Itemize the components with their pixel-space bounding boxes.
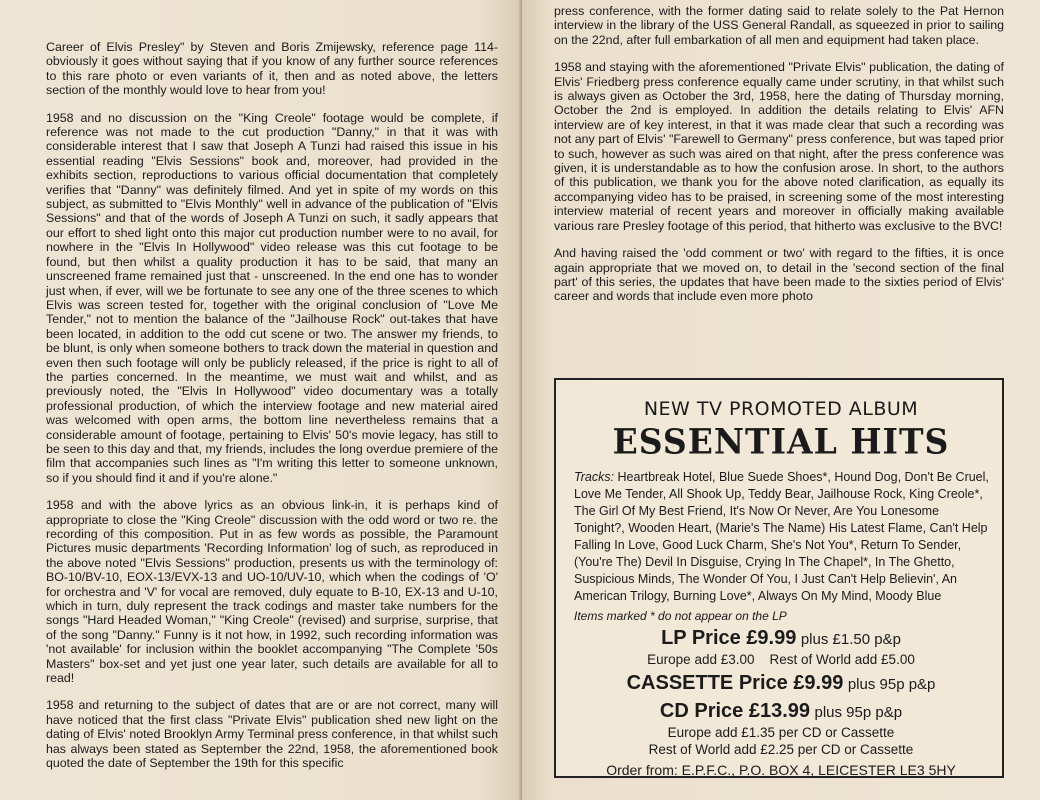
lp-price-line (572, 627, 990, 651)
lp-price: LP Price £9.99 (661, 627, 797, 649)
cassette-postage: plus 95p p&p (847, 676, 936, 693)
article-paragraph: Career of Elvis Presley" by Steven and Boris Zmijewsky, reference page 114- obviously it goes without saying that if you know of any further source references to this rare photo or even variants of it, then and as noted above, the letters section of the monthly would love to hear from you! (46, 40, 498, 98)
article-paragraph: 1958 and returning to the subject of dates that are or are not correct, many will have noticed that the first class "Private Elvis" publication shed new light on the dating of Elvis' noted Brooklyn Army Terminal press conference, in that whilst such has always been stated as September the 22nd, 1958, the aforementioned book quoted the date of September the 19th for this specific (46, 698, 498, 771)
tracks-label: Tracks: (574, 470, 615, 484)
track-list (574, 469, 990, 605)
article-paragraph: 1958 and with the above lyrics as an obvious link-in, it is perhaps kind of appropriate to close the "King Creole" discussion with the odd word or two re. the recording of this composition. Put in as few words as possible, the Paramount Pictures music departments 'Recording Information' log of such, as reproduced in the above noted "Elvis Sessions" production, presents us with the terminology of: BO-10/BV-10, EOX-13/EVX-13 and UO-10/UV-10, which when the codings of 'O' for orchestra and 'V' for vocal are removed, duly equate to B-10, EX-13 and U-10, which in turn, duly represent the track codings and master take numbers for the songs "Hard Headed Woman," "King Creole" (revised) and surprise, surprise, that of the song "Danny." Funny is it not how, in 1992, such recording information was 'not available' for inclusion within the booklet accompanying "The Complete '50s Masters" box-set and yet just one year later, such details are available for all to read! (46, 498, 498, 686)
lp-note: Items marked * do not appear on the LP (574, 609, 787, 623)
right-page (522, 0, 1040, 800)
lp-extra-postage: Europe add £3.00 Rest of World add £5.00 (647, 652, 915, 667)
order-address: Order from: E.P.F.C., P.O. BOX 4, LEICESTER LE3 5HY (606, 762, 956, 778)
article-paragraph: press conference, with the former dating said to relate solely to the Pat Hernon interview in the library of the USS General Randall, as squeezed in prior to sailing on the 22nd, after full embarkation of all men and equipment had taken place. (554, 4, 1004, 47)
cd-extra-europe: Europe add £1.35 per CD or Cassette (667, 725, 895, 740)
cd-postage: plus 95p p&p (814, 704, 903, 721)
article-paragraph: 1958 and staying with the aforementioned "Private Elvis" publication, the dating of Elvis' Friedberg press conference equally came under scrutiny, in that whilst such is always given as October the 3rd, 1958, here the dating of Thursday morning, October the 2nd is employed. In addition the details relating to Elvis' AFN interview are of key interest, in that it was made clear that such a recording was not any part of Elvis' "Farewell to Germany" press conference, but was taped prior to such, however as such was aired on that night, after the press conference was given, it is understandable as to how the confusion arose. In short, to the authors of this publication, we thank you for the above noted clarification, as equally its accompanying video has to be praised, in screening some of the most interesting interview material of recent years and moreover in officially making available various rare Presley footage of this period, that hitherto was exclusive to the BVC! (554, 60, 1004, 233)
advert-headline: ESSENTIAL HITS (612, 421, 950, 462)
cassette-price: CASSETTE Price £9.99 (626, 672, 844, 694)
cd-price: CD Price £13.99 (659, 700, 811, 722)
album-advert (554, 378, 1004, 778)
article-paragraph: 1958 and no discussion on the "King Creole" footage would be complete, if reference was not made to the cut production "Danny," in that it was with considerable interest that I saw that Joseph A Tunzi had raised this issue in his essential reading "Elvis Sessions" book and, moreover, had provided in the exhibits section, reproductions to various official documentation that completely verifies that "Danny" was definitely filmed. And yet in spite of my words on this subject, as submitted to "Elvis Monthly" well in advance of the publication of "Elvis Sessions" and that of the words of Joseph A Tunzi on such, it sadly appears that our effort to shed light onto this major cut production number were to no avail, for nowhere in the "Elvis In Hollywood" video release was this cut footage to be found, but then whilst a quality production it has to be said, that many an unscreened frame remained just that - unscreened. In the end one has to wonder just when, if ever, will we be fortunate to see any one of the three scenes to which Elvis was screen tested for, together with the original conclusion of "Love Me Tender," not to mention the balance of the "Jailhouse Rock" out-takes that have been located, in addition to the odd cut scene or two. The answer my friends, to be blunt, is only when someone bothers to track down the material in question and even then such footage will only be publicly released, if the price is right to all of the parties concerned. In the meantime, we must wait and whilst, and as previously noted, the "Elvis In Hollywood" video documentary was a totally professional production, of which the interview footage and new material aired was welcomed with open arms, the bottom line nevertheless remains that a considerable amount of footage, pertaining to Elvis' 50's movie legacy, has still to be seen to this day and that, my friends, includes the long overdue premiere of the film that accompanies such lines as "I'm writing this letter to someone unknown, so if you should find it and if you're alone." (46, 110, 498, 485)
cassette-price-line (572, 672, 990, 696)
lp-postage: plus £1.50 p&p (800, 631, 901, 648)
advert-kicker: NEW TV PROMOTED ALBUM (643, 398, 919, 420)
tracks-text: Heartbreak Hotel, Blue Suede Shoes*, Hound Dog, Don't Be Cruel, Love Me Tender, All Shook Up, Teddy Bear, Jailhouse Rock, King Creole*, The Girl Of My Best Friend, It's Now Or Never, Are You Lonesome Tonight?, Wooden Heart, (Marie's The Name) His Latest Flame, Can't Help Falling In Love, Good Luck Charm, She's Not You*, Return To Sender, (You're The) Devil In Disguise, Crying In The Chapel*, In The Ghetto, Suspicious Minds, The Wonder Of You, I Just Can't Help Believin', An American Trilogy, Burning Love*, Always On My Mind, Moody Blue (574, 470, 989, 603)
article-paragraph: And having raised the 'odd comment or two' with regard to the fifties, it is once again appropriate that we moved on, to detail in the 'second section of the final part' of this series, the updates that have been made to the sixties period of Elvis' career and words that include even more photo (554, 246, 1004, 304)
cd-extra-world: Rest of World add £2.25 per CD or Cassette (648, 742, 914, 757)
cd-price-line (572, 700, 990, 724)
left-article-column (46, 40, 498, 784)
right-article-column (554, 4, 1004, 317)
